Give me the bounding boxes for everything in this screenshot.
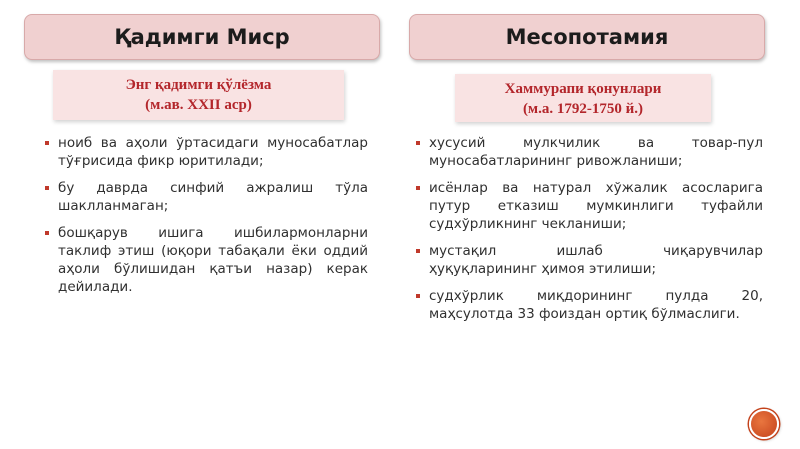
left-subtitle-box	[53, 70, 344, 120]
list-item: судхўрлик миқдорининг пулда 20, маҳсулотда 33 фоиздан ортиқ бўлмаслиги.	[416, 287, 763, 323]
left-subtitle-line1: Энг қадимги қўлёзма	[125, 77, 272, 93]
right-subtitle-line2: (м.а. 1792-1750 й.)	[522, 101, 644, 117]
left-subtitle-line2: (м.ав. XXII аср)	[145, 97, 252, 113]
list-item: мустақил ишлаб чиқарувчилар ҳуқуқларининг ҳимоя этилиши;	[416, 242, 763, 278]
right-bullet-list	[416, 134, 763, 332]
list-item: ноиб ва аҳоли ўртасидаги муносабатлар тўғрисида фикр юритилади;	[45, 134, 368, 170]
right-subtitle-line1: Хаммурапи қонунлари	[504, 81, 662, 97]
list-item: бошқарув ишига ишбилармонларни таклиф этиш (юқори табақали ёки оддий аҳоли бўлишидан қатъи назар) керак дейилади.	[45, 224, 368, 296]
right-subtitle-box	[455, 74, 711, 122]
left-bullet-list	[45, 134, 368, 305]
right-column-title: Месопотамия	[409, 14, 765, 60]
left-column-title: Қадимги Миср	[24, 14, 380, 60]
list-item: хусусий мулкчилик ва товар-пул муносабатларининг ривожланиши;	[416, 134, 763, 170]
list-item: исёнлар ва натурал хўжалик асосларига путур етказиш мумкинлиги туфайли судхўрликнинг чекланиши;	[416, 179, 763, 233]
next-slide-circle-icon[interactable]	[749, 409, 779, 439]
list-item: бу даврда синфий ажралиш тўла шаклланмаган;	[45, 179, 368, 215]
